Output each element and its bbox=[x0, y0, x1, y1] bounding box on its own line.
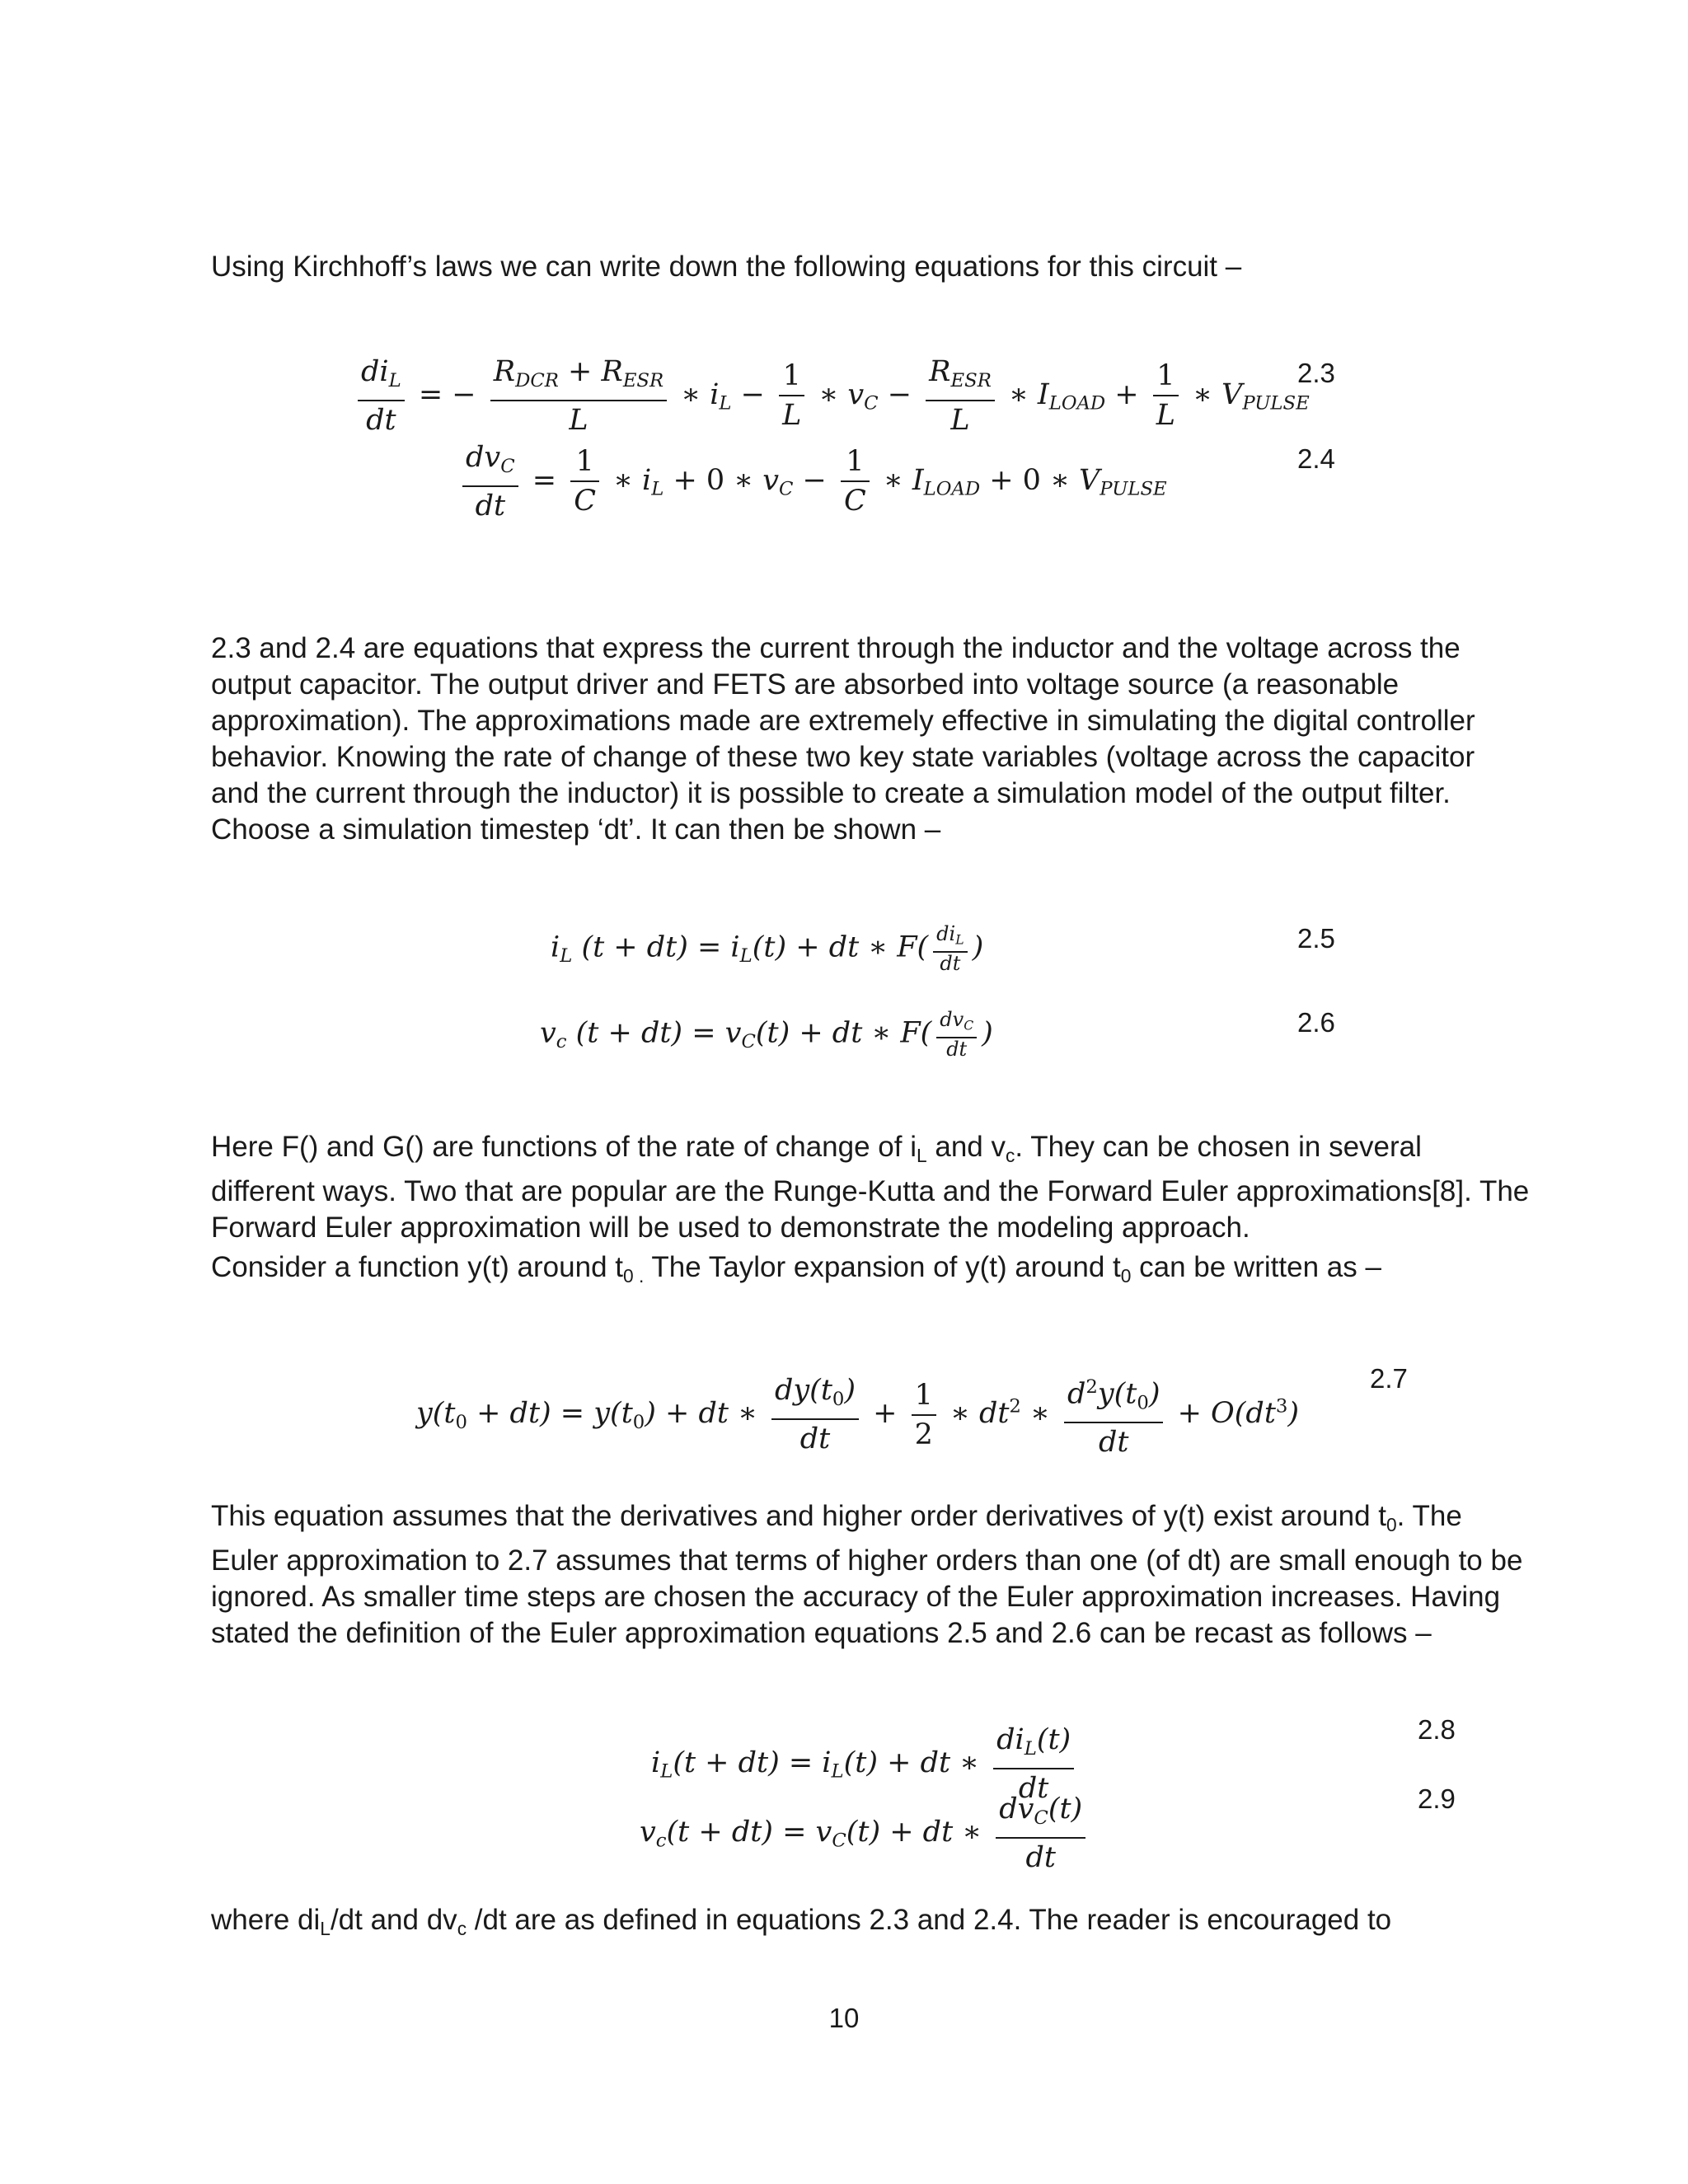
equation-2-3: $\frac{di_L}{dt}$ = − $\frac{R_{DCR} + R_{ESR}}{L}$ ∗ $i_L$ − $\frac{1}{L}$ ∗ $v_C$ − $\frac{R_{ESR}}{L}$ ∗ $I_{LOAD}$ + $\frac{1}{L}$ ∗ $V_{PULSE}$ bbox=[353, 353, 1310, 439]
para2-text-c: . They can be chosen in several different ways. Two that are popular are the Runge-Kutta and the Forward Euler approximations[8]. The Forward Euler approximation will be used to demonstrate the modeling approach. bbox=[211, 1131, 1530, 1244]
equation-2-9: $v_c(t + dt) = v_C(t)$ + dt ∗ $\frac{dv_C(t)}{dt}$ bbox=[640, 1790, 1090, 1877]
para2-text-b: and v bbox=[926, 1131, 1006, 1163]
para3-sub-t0: 0 . bbox=[622, 1264, 645, 1286]
equation-number-2-8: 2.8 bbox=[1418, 1714, 1456, 1745]
para3-text-a: Consider a function y(t) around t bbox=[211, 1251, 623, 1283]
equation-number-2-7: 2.7 bbox=[1370, 1363, 1408, 1394]
para2-sub-c: c bbox=[1006, 1144, 1015, 1166]
para5-text-b: /dt and dv bbox=[330, 1904, 457, 1936]
page-number: 10 bbox=[828, 2003, 860, 2033]
para3-text-b: The Taylor expansion of y(t) around t bbox=[644, 1251, 1121, 1283]
para2-text-a: Here F() and G() are functions of the rate of change of i bbox=[211, 1131, 917, 1163]
equation-2-8: $i_L(t + dt) = i_L(t)$ + dt ∗ $\frac{di_L(t)}{dt}$ bbox=[651, 1721, 1079, 1807]
para2-sub-l: L bbox=[916, 1144, 927, 1166]
para5-text-c: /dt are as defined in equations 2.3 and 2.4. The reader is encouraged to bbox=[467, 1904, 1392, 1936]
equation-number-2-4: 2.4 bbox=[1297, 443, 1335, 474]
paragraph-simulation-model: 2.3 and 2.4 are equations that express the current through the inductor and the voltage across the output capacitor. The output driver and FETS are absorbed into voltage source (a reasonable approximation). The approximations made are extremely effective in simulating the digital controller behavior. Knowing the rate of change of these two key state variables (voltage across the capacitor and the current through the inductor) it is possible to create a simulation model of the output filter. Choose a simulation timestep ‘dt’. It can then be shown – bbox=[211, 632, 1475, 846]
equation-number-2-3: 2.3 bbox=[1297, 358, 1335, 388]
intro-text: Using Kirchhoff’s laws we can write down the following equations for this circuit – bbox=[211, 251, 1242, 283]
equation-number-2-6: 2.6 bbox=[1297, 1007, 1335, 1038]
equation-2-7: $y(t_0 + dt) = y(t_0)$ + dt ∗ $\frac{dy(t_0)}{dt}$ + $\frac{1}{2}$ ∗ $dt^2$ ∗ $\frac{d^2y(t_0)}{dt}$ + $O(dt^3)$ bbox=[416, 1368, 1299, 1461]
equation-number-2-9: 2.9 bbox=[1418, 1783, 1456, 1814]
para3-sub-t0-b: 0 bbox=[1120, 1264, 1132, 1286]
paragraph-euler bbox=[211, 1498, 1530, 1652]
equation-2-4: $\frac{dv_C}{dt}$ = $\frac{1}{C}$ ∗ $i_L + 0$ ∗ $v_C$ − $\frac{1}{C}$ ∗ $I_{LOAD} + 0$ ∗ $V_{PULSE}$ bbox=[457, 438, 1167, 525]
para4-text-b: . The Euler approximation to 2.7 assumes that terms of higher orders than one (of dt) are small enough to be ignored. As smaller time steps are chosen the accuracy of the Euler approximation increases. Having stated the definition of the Euler approximation equations 2.5 and 2.6 can be recast as follows – bbox=[211, 1500, 1523, 1649]
para4-sub-t0: 0 bbox=[1386, 1513, 1397, 1535]
para5-sub-l: L bbox=[320, 1917, 331, 1939]
para5-text-a: where di bbox=[211, 1904, 321, 1936]
paragraph-functions bbox=[211, 1129, 1530, 1246]
para3-text-c: can be written as – bbox=[1131, 1251, 1381, 1283]
paragraph-taylor bbox=[211, 1249, 1530, 1294]
para4-text-a: This equation assumes that the derivatives and higher order derivatives of y(t) exist around t bbox=[211, 1500, 1387, 1532]
paragraph-closing bbox=[211, 1902, 1530, 1947]
equation-number-2-5: 2.5 bbox=[1297, 923, 1335, 954]
para5-sub-c: c bbox=[457, 1917, 467, 1939]
equation-2-6: $v_c$ $(t + dt) = v_C(t)$ + dt ∗ F( $\frac{dv_C}{dt}$ ) bbox=[540, 1008, 993, 1061]
equation-2-5: $i_L$ $(t + dt) = i_L(t)$ + dt ∗ F( $\frac{di_L}{dt}$ ) bbox=[551, 922, 984, 975]
